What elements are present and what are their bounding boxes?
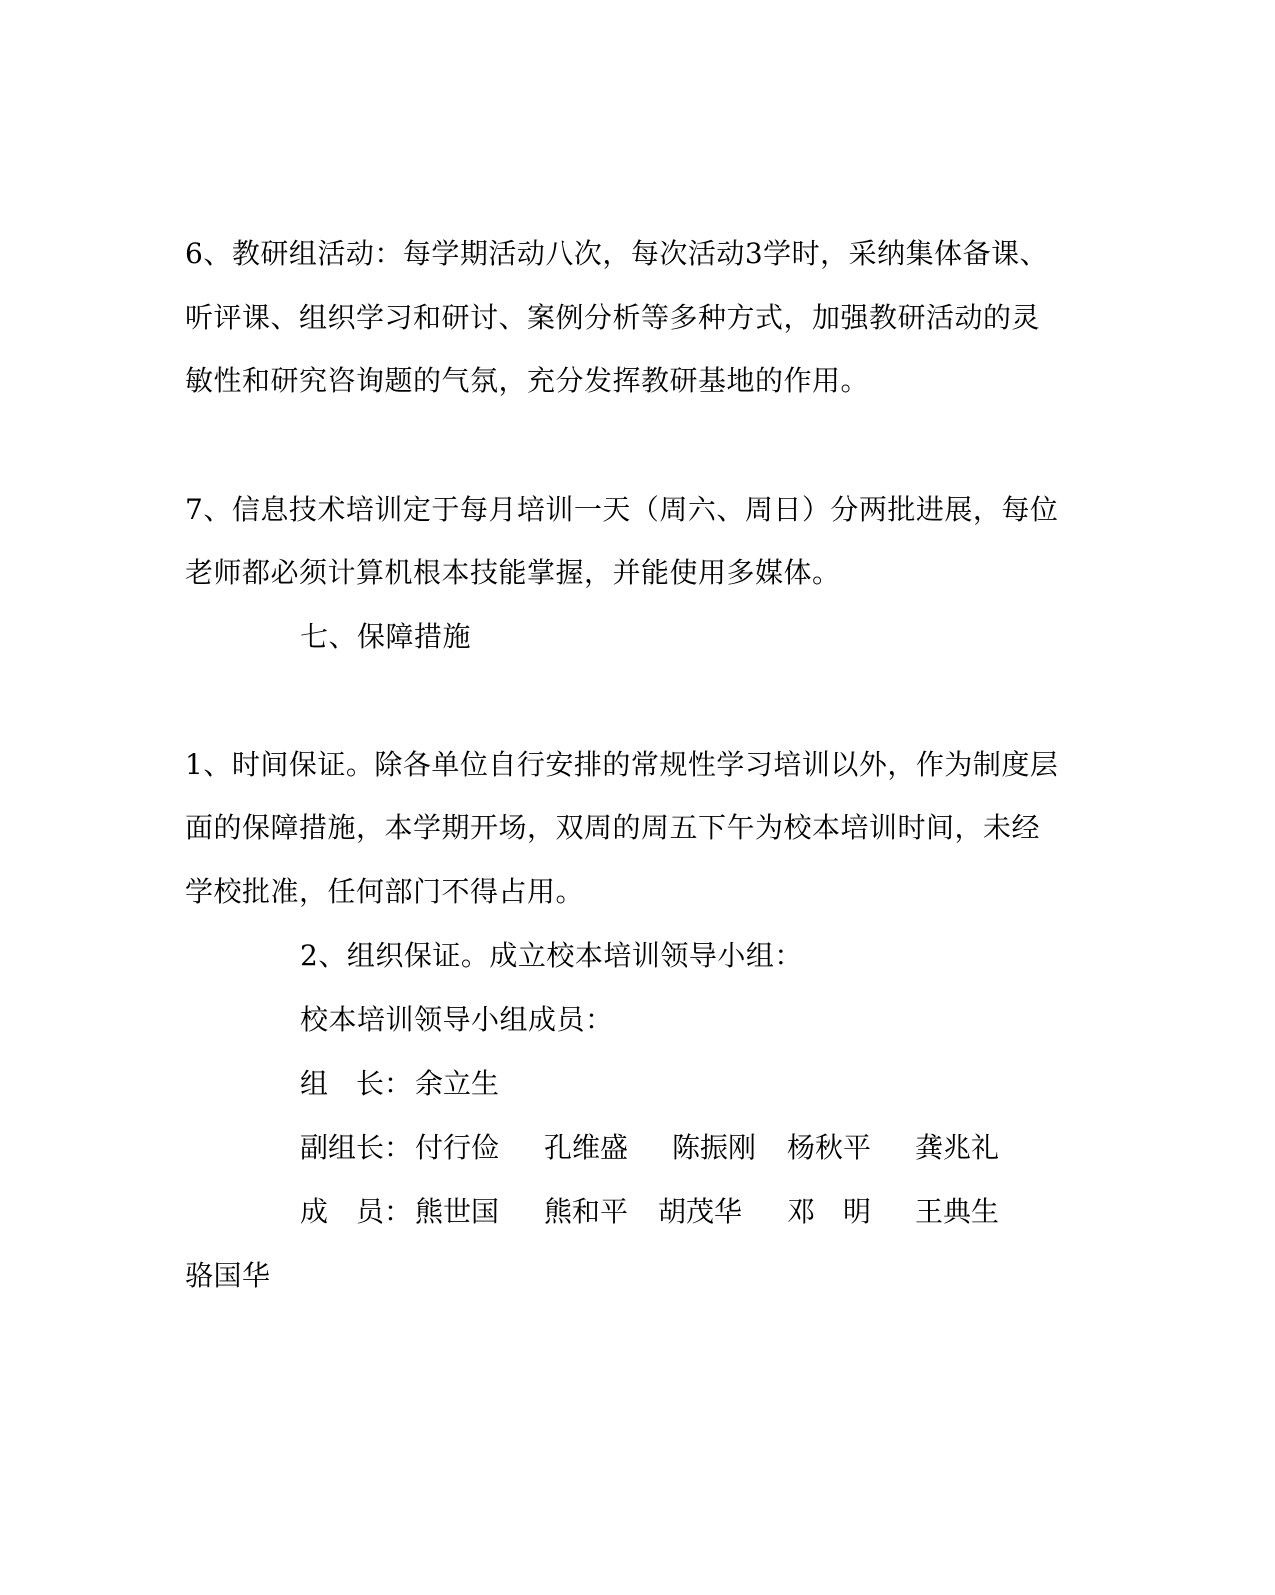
paragraph-7-line-2: 老师都必须计算机根本技能掌握，并能使用多媒体。 <box>185 556 841 589</box>
paragraph-7-line-1: 7、信息技术培训定于每月培训一天（周六、周日）分两批进展，每位 <box>185 493 1059 526</box>
paragraph-6-line-3: 敏性和研究咨询题的气氛，充分发挥教研基地的作用。 <box>185 364 870 397</box>
section-1-line-2: 面的保障措施，本学期开场，双周的周五下午为校本培训时间，未经 <box>185 811 1041 844</box>
leader-name: 余立生 <box>415 1067 500 1100</box>
deputy-name: 付行俭 <box>415 1131 500 1164</box>
deputy-name: 陈振刚 <box>672 1131 757 1164</box>
paragraph-6-line-1: 6、教研组活动：每学期活动八次，每次活动3学时，采纳集体备课、 <box>185 237 1049 270</box>
member-name: 胡茂华 <box>658 1195 743 1228</box>
member-name-overflow: 骆国华 <box>185 1259 271 1292</box>
section-2-heading: 2、组织保证。成立校本培训领导小组： <box>300 939 803 972</box>
member-name: 邓 明 <box>787 1195 872 1228</box>
section-1-line-1: 1、时间保证。除各单位自行安排的常规性学习培训以外，作为制度层 <box>185 748 1059 781</box>
deputy-name: 龚兆礼 <box>915 1131 1000 1164</box>
section-1-line-3: 学校批准，任何部门不得占用。 <box>185 875 585 908</box>
member-name: 熊世国 <box>415 1195 500 1228</box>
member-name: 王典生 <box>915 1195 1000 1228</box>
member-label: 成 员： <box>300 1195 413 1228</box>
deputy-name: 孔维盛 <box>544 1131 629 1164</box>
section-heading: 七、保障措施 <box>300 620 472 653</box>
paragraph-6-line-2: 听评课、组织学习和研讨、案例分析等多种方式，加强教研活动的灵 <box>185 301 1041 334</box>
member-name: 熊和平 <box>544 1195 629 1228</box>
leader-label: 组 长： <box>300 1067 413 1100</box>
deputy-name: 杨秋平 <box>787 1131 872 1164</box>
deputy-label: 副组长： <box>300 1131 413 1164</box>
members-title: 校本培训领导小组成员： <box>300 1003 614 1036</box>
